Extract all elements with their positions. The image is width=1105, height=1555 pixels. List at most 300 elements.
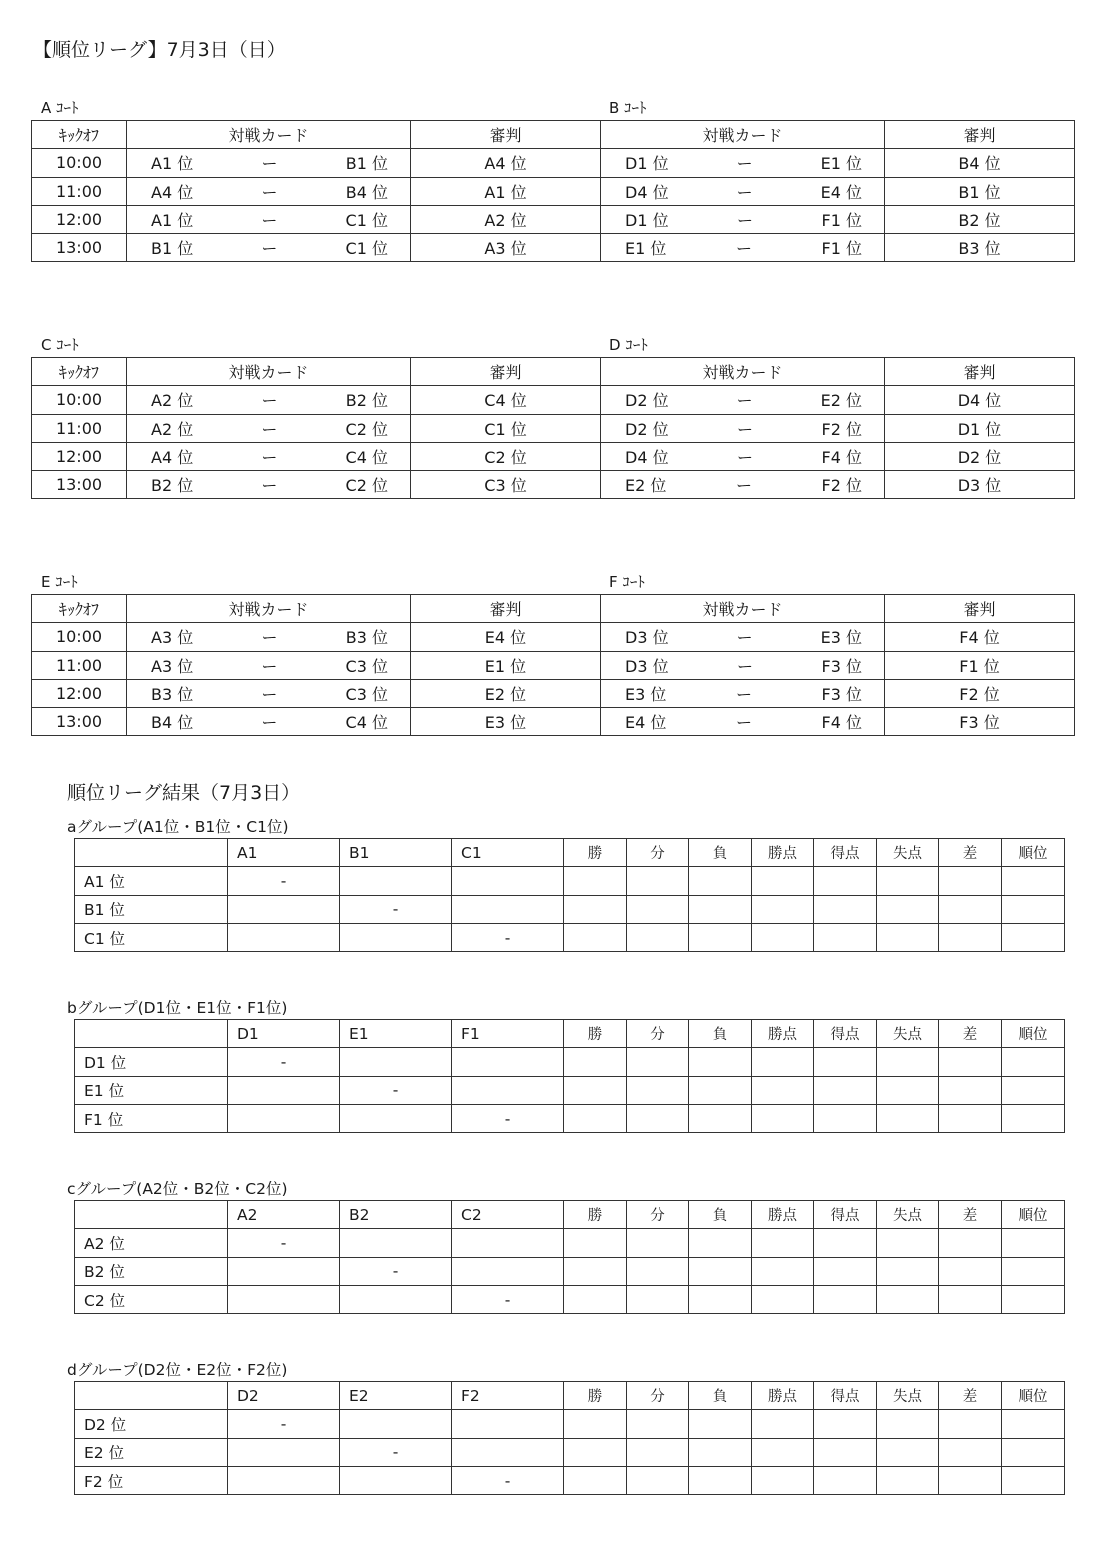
schedule-row	[32, 471, 1075, 499]
opponent-header: D2	[228, 1382, 340, 1410]
match-card	[127, 442, 411, 470]
referee-cell: D1 位	[885, 414, 1075, 442]
opponent-header: B2	[340, 1201, 452, 1229]
home-team: E1 位	[625, 239, 667, 259]
stat-header: 得点	[814, 1382, 877, 1410]
stat-cell[interactable]	[877, 1285, 939, 1313]
referee-cell: E1 位	[411, 651, 601, 679]
score-cell[interactable]	[340, 1104, 452, 1132]
score-cell[interactable]	[340, 1048, 452, 1076]
stat-cell[interactable]	[752, 1229, 814, 1257]
referee-header: 審判	[411, 595, 601, 623]
versus-dash: ー	[261, 239, 278, 259]
stat-cell[interactable]	[564, 1466, 627, 1494]
opponent-header: A2	[228, 1201, 340, 1229]
away-team: B3 位	[345, 628, 388, 648]
match-card	[127, 623, 411, 651]
stat-cell[interactable]	[877, 923, 939, 951]
score-cell[interactable]	[340, 867, 452, 895]
stat-cell[interactable]	[564, 1229, 627, 1257]
referee-cell: B3 位	[885, 234, 1075, 262]
home-team: D2 位	[625, 419, 669, 439]
score-cell[interactable]	[452, 1048, 564, 1076]
stat-cell[interactable]	[939, 1104, 1002, 1132]
stat-cell[interactable]	[1002, 1285, 1065, 1313]
referee-header: 審判	[411, 121, 601, 149]
self-match-cell: -	[228, 1048, 340, 1076]
stat-cell[interactable]	[814, 1466, 877, 1494]
referee-header: 審判	[885, 121, 1075, 149]
stat-cell[interactable]	[689, 1076, 752, 1104]
referee-cell: C3 位	[411, 471, 601, 499]
stat-cell[interactable]	[627, 1466, 689, 1494]
match-header: 対戦カード	[127, 358, 411, 386]
stat-cell[interactable]	[689, 1438, 752, 1466]
stat-cell[interactable]	[564, 1257, 627, 1285]
results-row	[75, 923, 1065, 951]
stat-cell[interactable]	[939, 1438, 1002, 1466]
stat-cell[interactable]	[814, 867, 877, 895]
stat-cell[interactable]	[564, 1438, 627, 1466]
score-cell[interactable]	[228, 1466, 340, 1494]
stat-cell[interactable]	[752, 867, 814, 895]
stat-cell[interactable]	[752, 1466, 814, 1494]
stat-cell[interactable]	[877, 1438, 939, 1466]
versus-dash: ー	[261, 210, 278, 230]
stat-cell[interactable]	[1002, 923, 1065, 951]
self-match-cell: -	[340, 1257, 452, 1285]
stat-cell[interactable]	[1002, 1076, 1065, 1104]
stat-header: 得点	[814, 1020, 877, 1048]
results-table	[74, 1381, 1065, 1495]
home-team: B1 位	[151, 239, 194, 259]
score-cell[interactable]	[228, 1257, 340, 1285]
match-card	[601, 471, 885, 499]
referee-cell: A2 位	[411, 205, 601, 233]
score-cell[interactable]	[452, 1257, 564, 1285]
results-row	[75, 1104, 1065, 1132]
score-cell[interactable]	[228, 895, 340, 923]
stat-header: 差	[939, 1382, 1002, 1410]
results-header-row	[75, 1382, 1065, 1410]
versus-dash: ー	[735, 684, 752, 704]
stat-header: 勝	[564, 839, 627, 867]
versus-dash: ー	[736, 154, 753, 174]
stat-header: 順位	[1002, 839, 1065, 867]
opponent-header: C1	[452, 839, 564, 867]
stat-cell[interactable]	[877, 1104, 939, 1132]
stat-cell[interactable]	[689, 1257, 752, 1285]
results-row	[75, 1285, 1065, 1313]
stat-cell[interactable]	[877, 895, 939, 923]
home-team: A2 位	[151, 391, 194, 411]
stat-cell[interactable]	[1002, 1104, 1065, 1132]
stat-cell[interactable]	[814, 1285, 877, 1313]
score-cell[interactable]	[340, 1466, 452, 1494]
away-team: F2 位	[821, 476, 862, 496]
home-team: A3 位	[151, 628, 194, 648]
referee-cell: D2 位	[885, 442, 1075, 470]
versus-dash: ー	[737, 210, 754, 230]
stat-header: 差	[939, 1020, 1002, 1048]
home-team: D1 位	[625, 154, 669, 174]
team-name: C2 位	[75, 1285, 228, 1313]
stat-cell[interactable]	[939, 1257, 1002, 1285]
stat-header: 分	[627, 1382, 689, 1410]
away-team: B1 位	[345, 154, 388, 174]
stat-cell[interactable]	[877, 1410, 939, 1438]
stat-header: 負	[689, 1382, 752, 1410]
self-match-cell: -	[452, 923, 564, 951]
stat-header: 分	[627, 1020, 689, 1048]
stat-cell[interactable]	[627, 895, 689, 923]
stat-cell[interactable]	[627, 867, 689, 895]
versus-dash: ー	[261, 391, 278, 411]
away-team: C2 位	[345, 476, 388, 496]
referee-cell: F4 位	[885, 623, 1075, 651]
home-team: A1 位	[151, 210, 194, 230]
self-match-cell: -	[228, 867, 340, 895]
opponent-header: F2	[452, 1382, 564, 1410]
page-title: 【順位リーグ】7月3日（日）	[33, 39, 286, 61]
kickoff-time: 12:00	[32, 679, 127, 707]
results-row	[75, 1076, 1065, 1104]
match-card	[601, 414, 885, 442]
match-card	[601, 177, 885, 205]
referee-cell: D4 位	[885, 386, 1075, 414]
results-table	[74, 1019, 1065, 1133]
stat-cell[interactable]	[564, 1285, 627, 1313]
stat-cell[interactable]	[627, 1229, 689, 1257]
stat-header: 分	[627, 839, 689, 867]
schedule-row	[32, 177, 1075, 205]
versus-dash: ー	[736, 628, 753, 648]
schedule-row	[32, 651, 1075, 679]
stat-cell[interactable]	[939, 1466, 1002, 1494]
stat-cell[interactable]	[939, 923, 1002, 951]
match-card	[127, 386, 411, 414]
stat-cell[interactable]	[564, 1104, 627, 1132]
results-row	[75, 895, 1065, 923]
away-team: B2 位	[345, 391, 388, 411]
away-team: E2 位	[820, 391, 862, 411]
score-cell[interactable]	[452, 1076, 564, 1104]
versus-dash: ー	[261, 476, 278, 496]
stat-cell[interactable]	[689, 867, 752, 895]
stat-cell[interactable]	[689, 1466, 752, 1494]
referee-cell: A4 位	[411, 149, 601, 177]
stat-cell[interactable]	[752, 1438, 814, 1466]
self-match-cell: -	[452, 1104, 564, 1132]
stat-cell[interactable]	[814, 1257, 877, 1285]
stat-header: 失点	[877, 839, 939, 867]
stat-cell[interactable]	[1002, 867, 1065, 895]
stat-cell[interactable]	[752, 1076, 814, 1104]
stat-cell[interactable]	[564, 1410, 627, 1438]
stat-cell[interactable]	[877, 1466, 939, 1494]
stat-cell[interactable]	[752, 895, 814, 923]
home-team: B2 位	[151, 476, 194, 496]
match-header: 対戦カード	[127, 595, 411, 623]
stat-cell[interactable]	[939, 1076, 1002, 1104]
stat-cell[interactable]	[752, 1410, 814, 1438]
corner-cell	[75, 1382, 228, 1410]
score-cell[interactable]	[340, 1410, 452, 1438]
stat-cell[interactable]	[1002, 1257, 1065, 1285]
stat-cell[interactable]	[689, 1104, 752, 1132]
group-label: dグループ(D2位・E2位・F2位)	[67, 1361, 288, 1379]
court-label-right: D ｺｰﾄ	[609, 336, 648, 354]
kickoff-time: 13:00	[32, 708, 127, 736]
stat-cell[interactable]	[814, 895, 877, 923]
referee-cell: E3 位	[411, 708, 601, 736]
score-cell[interactable]	[452, 867, 564, 895]
stat-cell[interactable]	[627, 1104, 689, 1132]
stat-header: 負	[689, 1020, 752, 1048]
away-team: C2 位	[345, 419, 388, 439]
versus-dash: ー	[261, 656, 278, 676]
referee-cell: C4 位	[411, 386, 601, 414]
opponent-header: A1	[228, 839, 340, 867]
stat-cell[interactable]	[689, 895, 752, 923]
kickoff-time: 11:00	[32, 414, 127, 442]
results-header-row	[75, 1201, 1065, 1229]
stat-cell[interactable]	[877, 1048, 939, 1076]
results-table	[74, 838, 1065, 952]
score-cell[interactable]	[228, 1076, 340, 1104]
stat-cell[interactable]	[689, 1048, 752, 1076]
kickoff-time: 11:00	[32, 177, 127, 205]
stat-cell[interactable]	[564, 867, 627, 895]
score-cell[interactable]	[228, 1285, 340, 1313]
schedule-row	[32, 708, 1075, 736]
away-team: E4 位	[820, 182, 862, 202]
stat-cell[interactable]	[627, 1048, 689, 1076]
stat-cell[interactable]	[1002, 895, 1065, 923]
stat-cell[interactable]	[752, 1285, 814, 1313]
match-header: 対戦カード	[127, 121, 411, 149]
away-team: B4 位	[345, 182, 388, 202]
versus-dash: ー	[261, 182, 278, 202]
away-team: F3 位	[821, 656, 862, 676]
stat-cell[interactable]	[814, 1048, 877, 1076]
referee-cell: E4 位	[411, 623, 601, 651]
stat-header: 分	[627, 1201, 689, 1229]
results-row	[75, 867, 1065, 895]
stat-cell[interactable]	[814, 1438, 877, 1466]
stat-cell[interactable]	[877, 1229, 939, 1257]
versus-dash: ー	[261, 628, 278, 648]
referee-cell: F2 位	[885, 679, 1075, 707]
stat-cell[interactable]	[814, 1104, 877, 1132]
schedule-row	[32, 679, 1075, 707]
stat-cell[interactable]	[939, 1410, 1002, 1438]
stat-cell[interactable]	[689, 1410, 752, 1438]
team-name: B2 位	[75, 1257, 228, 1285]
group-label: bグループ(D1位・E1位・F1位)	[67, 999, 288, 1017]
stat-header: 順位	[1002, 1201, 1065, 1229]
match-card	[127, 149, 411, 177]
stat-cell[interactable]	[627, 1285, 689, 1313]
kickoff-header: ｷｯｸｵﾌ	[32, 358, 127, 386]
kickoff-time: 10:00	[32, 149, 127, 177]
stat-cell[interactable]	[877, 1076, 939, 1104]
stat-header: 勝点	[752, 839, 814, 867]
stat-cell[interactable]	[564, 895, 627, 923]
schedule-header-row	[32, 358, 1075, 386]
stat-cell[interactable]	[814, 1229, 877, 1257]
results-row	[75, 1466, 1065, 1494]
stat-cell[interactable]	[752, 1048, 814, 1076]
team-name: D2 位	[75, 1410, 228, 1438]
versus-dash: ー	[261, 713, 278, 733]
score-cell[interactable]	[452, 1410, 564, 1438]
versus-dash: ー	[261, 447, 278, 467]
score-cell[interactable]	[340, 1229, 452, 1257]
stat-cell[interactable]	[814, 1410, 877, 1438]
stat-cell[interactable]	[752, 1257, 814, 1285]
stat-cell[interactable]	[1002, 1048, 1065, 1076]
versus-dash: ー	[261, 154, 278, 174]
away-team: C3 位	[345, 656, 388, 676]
stat-cell[interactable]	[564, 1076, 627, 1104]
stat-cell[interactable]	[1002, 1466, 1065, 1494]
stat-cell[interactable]	[564, 923, 627, 951]
stat-cell[interactable]	[752, 1104, 814, 1132]
results-row	[75, 1229, 1065, 1257]
home-team: A1 位	[151, 154, 194, 174]
away-team: F4 位	[821, 713, 862, 733]
results-row	[75, 1048, 1065, 1076]
away-team: F2 位	[821, 419, 862, 439]
stat-cell[interactable]	[627, 1410, 689, 1438]
stat-cell[interactable]	[1002, 1438, 1065, 1466]
versus-dash: ー	[735, 476, 752, 496]
stat-cell[interactable]	[939, 867, 1002, 895]
results-row	[75, 1257, 1065, 1285]
court-label-right: B ｺｰﾄ	[609, 99, 647, 117]
referee-cell: B2 位	[885, 205, 1075, 233]
self-match-cell: -	[340, 1438, 452, 1466]
stat-cell[interactable]	[627, 923, 689, 951]
court-label-left: A ｺｰﾄ	[41, 99, 79, 117]
stat-cell[interactable]	[939, 895, 1002, 923]
results-title: 順位リーグ結果（7月3日）	[67, 782, 301, 804]
match-card	[601, 205, 885, 233]
stat-cell[interactable]	[939, 1048, 1002, 1076]
away-team: E3 位	[820, 628, 862, 648]
team-name: F2 位	[75, 1466, 228, 1494]
stat-cell[interactable]	[877, 867, 939, 895]
home-team: E3 位	[625, 684, 667, 704]
versus-dash: ー	[737, 447, 754, 467]
results-row	[75, 1438, 1065, 1466]
referee-header: 審判	[411, 358, 601, 386]
stat-cell[interactable]	[814, 1076, 877, 1104]
home-team: D3 位	[625, 628, 669, 648]
team-name: E2 位	[75, 1438, 228, 1466]
referee-cell: B1 位	[885, 177, 1075, 205]
kickoff-time: 13:00	[32, 234, 127, 262]
group-label: aグループ(A1位・B1位・C1位)	[67, 818, 289, 836]
away-team: F1 位	[821, 210, 862, 230]
referee-cell: A1 位	[411, 177, 601, 205]
stat-header: 得点	[814, 1201, 877, 1229]
home-team: B4 位	[151, 713, 194, 733]
referee-cell: D3 位	[885, 471, 1075, 499]
score-cell[interactable]	[228, 1104, 340, 1132]
match-card	[127, 708, 411, 736]
match-card	[127, 414, 411, 442]
schedule-header-row	[32, 121, 1075, 149]
schedule-row	[32, 623, 1075, 651]
away-team: C4 位	[345, 713, 388, 733]
stat-cell[interactable]	[627, 1257, 689, 1285]
score-cell[interactable]	[452, 895, 564, 923]
stat-cell[interactable]	[689, 1229, 752, 1257]
match-card	[127, 234, 411, 262]
home-team: A3 位	[151, 656, 194, 676]
schedule-table	[31, 357, 1075, 499]
stat-cell[interactable]	[1002, 1410, 1065, 1438]
schedule-table	[31, 120, 1075, 262]
opponent-header: B1	[340, 839, 452, 867]
stat-cell[interactable]	[627, 1076, 689, 1104]
score-cell[interactable]	[340, 923, 452, 951]
versus-dash: ー	[261, 419, 278, 439]
match-card	[601, 442, 885, 470]
stat-cell[interactable]	[752, 923, 814, 951]
home-team: A2 位	[151, 419, 194, 439]
score-cell[interactable]	[228, 923, 340, 951]
stat-header: 勝点	[752, 1201, 814, 1229]
results-row	[75, 1410, 1065, 1438]
score-cell[interactable]	[452, 1438, 564, 1466]
match-card	[127, 679, 411, 707]
stat-cell[interactable]	[627, 1438, 689, 1466]
home-team: E4 位	[625, 713, 667, 733]
stat-header: 差	[939, 839, 1002, 867]
stat-header: 差	[939, 1201, 1002, 1229]
opponent-header: F1	[452, 1020, 564, 1048]
opponent-header: D1	[228, 1020, 340, 1048]
kickoff-time: 12:00	[32, 205, 127, 233]
court-label-left: E ｺｰﾄ	[41, 573, 78, 591]
stat-cell[interactable]	[939, 1229, 1002, 1257]
stat-cell[interactable]	[689, 923, 752, 951]
stat-cell[interactable]	[564, 1048, 627, 1076]
away-team: F3 位	[821, 684, 862, 704]
versus-dash: ー	[736, 391, 753, 411]
score-cell[interactable]	[452, 1229, 564, 1257]
score-cell[interactable]	[340, 1285, 452, 1313]
stat-cell[interactable]	[1002, 1229, 1065, 1257]
score-cell[interactable]	[228, 1438, 340, 1466]
stat-cell[interactable]	[939, 1285, 1002, 1313]
referee-cell: F3 位	[885, 708, 1075, 736]
match-card	[601, 149, 885, 177]
stat-cell[interactable]	[689, 1285, 752, 1313]
home-team: E2 位	[625, 476, 667, 496]
opponent-header: C2	[452, 1201, 564, 1229]
away-team: C4 位	[345, 447, 388, 467]
referee-header: 審判	[885, 358, 1075, 386]
stat-header: 勝	[564, 1382, 627, 1410]
home-team: D4 位	[625, 182, 669, 202]
match-header: 対戦カード	[601, 595, 885, 623]
stat-cell[interactable]	[814, 923, 877, 951]
stat-cell[interactable]	[877, 1257, 939, 1285]
